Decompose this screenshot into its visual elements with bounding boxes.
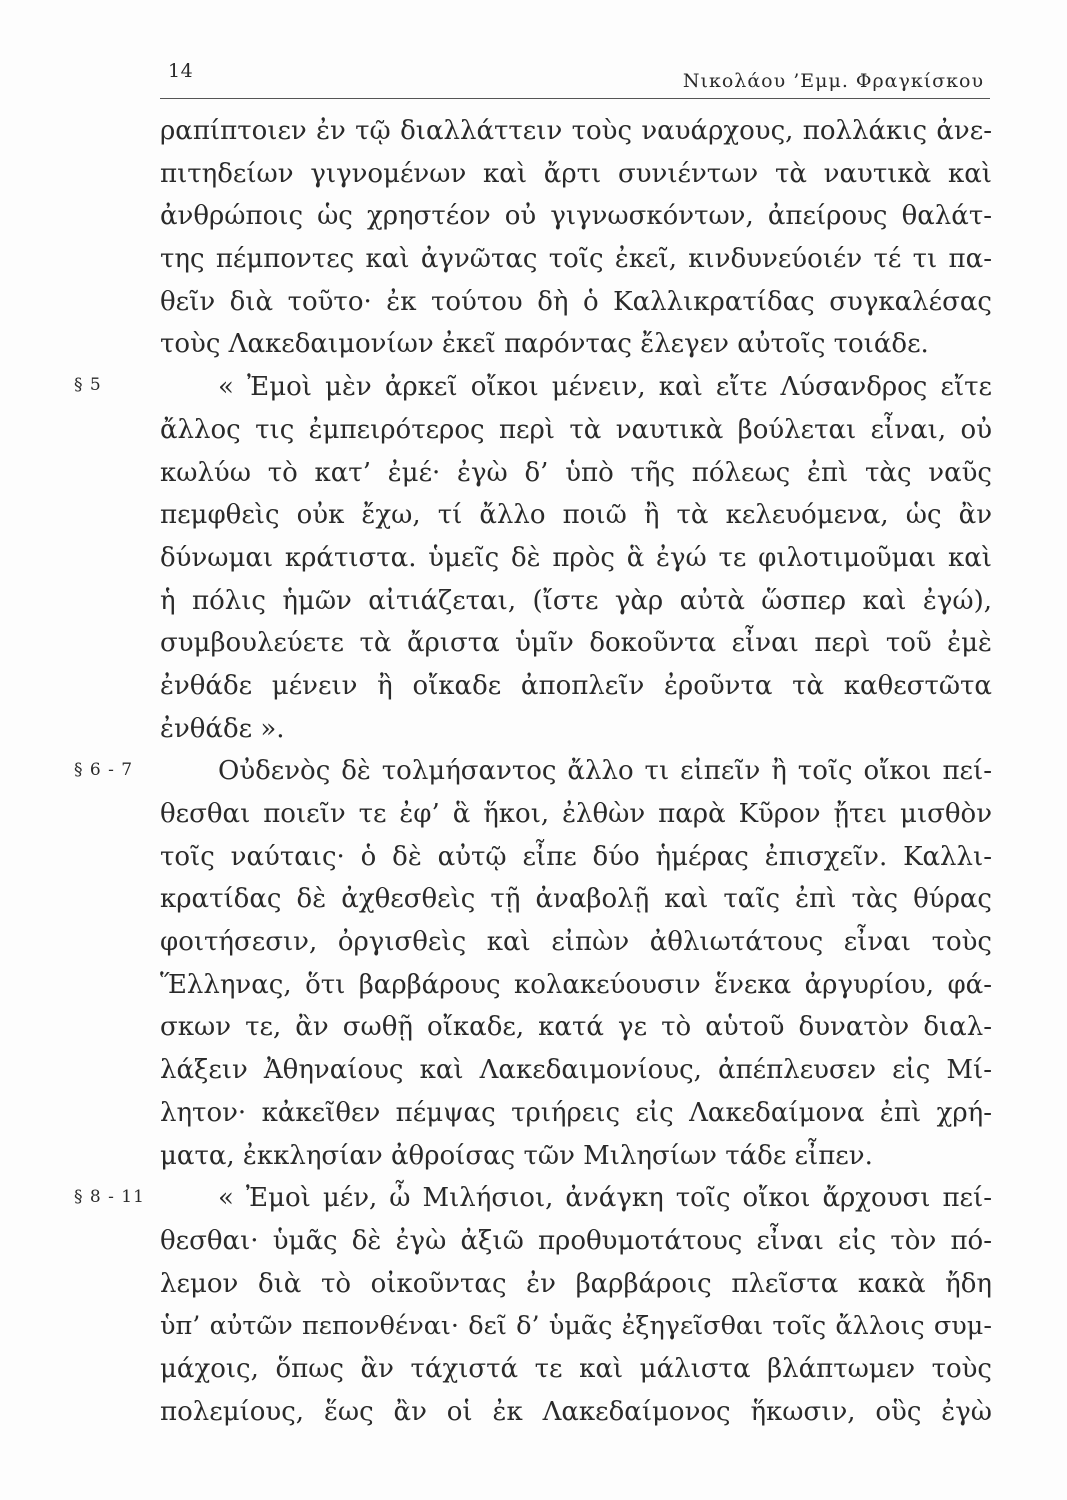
text-line: τοὺς Λακεδαιμονίων ἐκεῖ παρόντας ἔλεγεν αὐτοῖς τοιάδε.	[160, 329, 929, 360]
text-line: πολεμίους, ἕως ἂν οἱ ἐκ Λακεδαίμονος ἥκωσιν, οὓς ἐγὼ	[160, 1396, 992, 1427]
text-line: λεμον διὰ τὸ οἰκοῦντας ἐν βαρβάροις πλεῖστα κακὰ ἤδη	[160, 1268, 992, 1299]
text-line: λάξειν Ἀθηναίους καὶ Λακεδαιμονίους, ἀπέπλευσεν εἰς Μί-	[160, 1055, 992, 1086]
text-line: σκων τε, ἂν σωθῇ οἴκαδε, κατά γε τὸ αὑτοῦ δυνατὸν διαλ-	[160, 1012, 992, 1043]
text-line: κωλύω τὸ κατ’ ἐμέ· ἐγὼ δ’ ὑπὸ τῆς πόλεως ἐπὶ τὰς ναῦς	[160, 457, 992, 488]
text-line: λητον· κἀκεῖθεν πέμψας τριήρεις εἰς Λακεδαίμονα ἐπὶ χρή-	[160, 1097, 992, 1128]
text-line: πιτηδείων γιγνομένων καὶ ἄρτι συνιέντων τὰ ναυτικὰ καὶ	[160, 158, 992, 189]
text-line: Οὐδενὸς δὲ τολμήσαντος ἄλλο τι εἰπεῖν ἢ τοῖς οἴκοι πεί-	[218, 756, 992, 787]
text-line: ἀνθρώποις ὡς χρηστέον οὐ γιγνωσκόντων, ἀπείρους θαλάτ-	[160, 201, 992, 232]
text-line: της πέμποντες καὶ ἀγνῶτας τοῖς ἐκεῖ, κινδυνεύοιέν τέ τι πα-	[160, 244, 992, 275]
running-head: Νικολάου ’Εμμ. Φραγκίσκου	[682, 70, 984, 92]
text-line: θεῖν διὰ τοῦτο· ἐκ τούτου δὴ ὁ Καλλικρατίδας συγκαλέσας	[160, 286, 992, 317]
text-line: ματα, ἐκκλησίαν ἀθροίσας τῶν Μιλησίων τάδε εἶπεν.	[160, 1140, 873, 1171]
section-mark: § 8 - 11	[74, 1186, 145, 1207]
text-body	[160, 110, 992, 1433]
text-line: συμβουλεύετε τὰ ἄριστα ὑμῖν δοκοῦντα εἶναι περὶ τοῦ ἐμὲ	[160, 628, 992, 659]
text-line: Ἕλληνας, ὅτι βαρβάρους κολακεύουσιν ἕνεκα ἀργυρίου, φά-	[160, 969, 992, 1000]
section-mark: § 5	[74, 375, 102, 396]
text-line: τοῖς ναύταις· ὁ δὲ αὐτῷ εἶπε δύο ἡμέρας ἐπισχεῖν. Καλλι-	[160, 841, 992, 872]
text-line: ἄλλος τις ἐμπειρότερος περὶ τὰ ναυτικὰ βούλεται εἶναι, οὐ	[160, 414, 992, 445]
page-number: 14	[168, 60, 194, 82]
text-line: δύνωμαι κράτιστα. ὑμεῖς δὲ πρὸς ἃ ἐγώ τε φιλοτιμοῦμαι καὶ	[160, 542, 992, 573]
text-line: ἡ πόλις ἡμῶν αἰτιάζεται, (ἴστε γὰρ αὐτὰ ὥσπερ καὶ ἐγώ),	[160, 585, 992, 616]
text-line: μάχοις, ὅπως ἂν τάχιστά τε καὶ μάλιστα βλάπτωμεν τοὺς	[160, 1353, 992, 1384]
header-rule	[160, 98, 990, 99]
text-line: θεσθαι ποιεῖν τε ἐφ’ ἃ ἥκοι, ἐλθὼν παρὰ Κῦρον ᾔτει μισθὸν	[160, 799, 992, 829]
text-line: θεσθαι· ὑμᾶς δὲ ἐγὼ ἀξιῶ προθυμοτάτους εἶναι εἰς τὸν πό-	[160, 1225, 992, 1256]
text-line: « Ἐμοὶ μὲν ἀρκεῖ οἴκοι μένειν, καὶ εἴτε Λύσανδρος εἴτε	[218, 372, 992, 403]
text-line: ραπίπτοιεν ἐν τῷ διαλλάττειν τοὺς ναυάρχους, πολλάκις ἀνε-	[160, 116, 992, 146]
text-line: φοιτήσεσιν, ὀργισθεὶς καὶ εἰπὼν ἀθλιωτάτους εἶναι τοὺς	[160, 927, 992, 958]
text-line: ἐνθάδε ».	[160, 713, 285, 744]
section-mark: § 6 - 7	[74, 759, 134, 780]
text-line: « Ἐμοὶ μέν, ὦ Μιλήσιοι, ἀνάγκη τοῖς οἴκοι ἄρχουσι πεί-	[218, 1183, 992, 1214]
text-line: κρατίδας δὲ ἀχθεσθεὶς τῇ ἀναβολῇ καὶ ταῖς ἐπὶ τὰς θύρας	[160, 884, 992, 915]
text-line: ὑπ’ αὐτῶν πεπονθέναι· δεῖ δ’ ὑμᾶς ἐξηγεῖσθαι τοῖς ἄλλοις συμ-	[160, 1311, 992, 1342]
page-header	[160, 56, 992, 100]
text-line: πεμφθεὶς οὐκ ἔχω, τί ἄλλο ποιῶ ἢ τὰ κελευόμενα, ὡς ἂν	[160, 500, 992, 531]
text-line: ἐνθάδε μένειν ἢ οἴκαδε ἀποπλεῖν ἐροῦντα τὰ καθεστῶτα	[160, 670, 992, 701]
